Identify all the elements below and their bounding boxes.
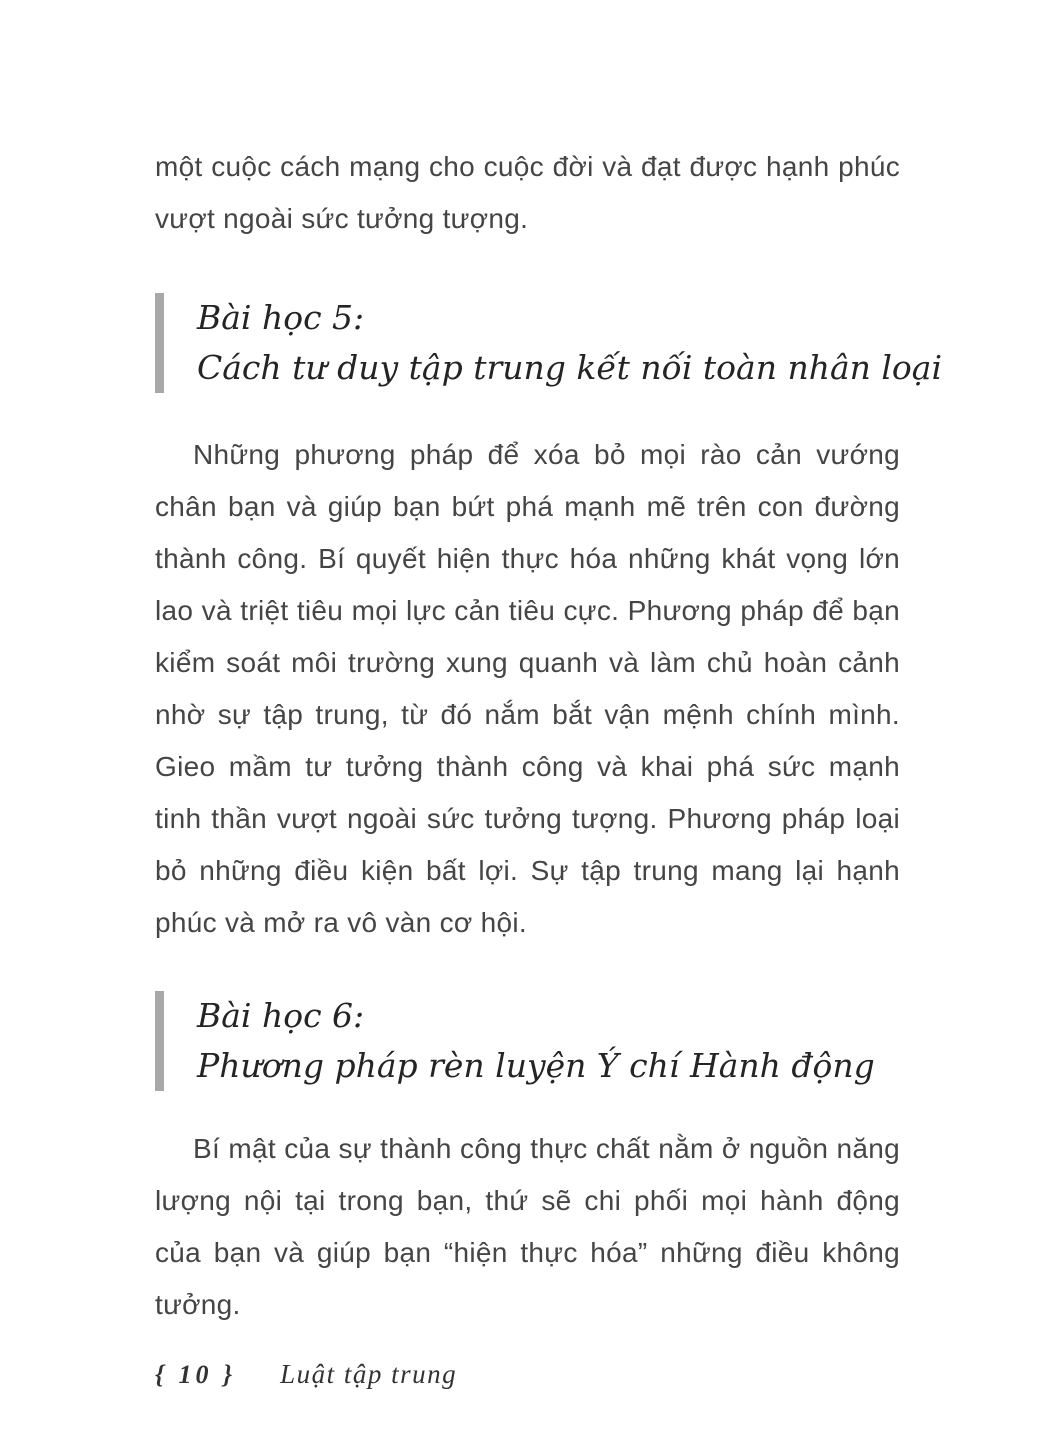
lesson-6-summary: Bí mật của sự thành công thực chất nằm ở nguồn năng lượng nội tại trong bạn, thứ sẽ chi phối mọi hành động của bạn và giúp bạn “hiện thực hóa” những điều không tưởng. <box>155 1133 900 1320</box>
page-footer <box>155 1359 900 1390</box>
lesson-5-title: Cách tư duy tập trung kết nối toàn nhân loại <box>197 348 943 387</box>
lesson-6-heading <box>155 991 900 1091</box>
lesson-5-section <box>155 293 943 949</box>
intro-paragraph: một cuộc cách mạng cho cuộc đời và đạt được hạnh phúc vượt ngoài sức tưởng tượng. <box>155 151 900 234</box>
lesson-6-title: Phương pháp rèn luyện Ý chí Hành động <box>197 1046 875 1085</box>
lesson-6-section <box>155 991 900 1331</box>
lesson-6-number: Bài học 6: <box>197 996 365 1035</box>
lesson-5-summary: Những phương pháp để xóa bỏ mọi rào cản vướng chân bạn và giúp bạn bứt phá mạnh mẽ trên con đường thành công. Bí quyết hiện thực hóa những khát vọng lớn lao và triệt tiêu mọi lực cản tiêu cực. Phương pháp để bạn kiểm soát môi trường xung quanh và làm chủ hoàn cảnh nhờ sự tập trung, từ đó nắm bắt vận mệnh chính mình. Gieo mầm tư tưởng thành công và khai phá sức mạnh tinh thần vượt ngoài sức tưởng tượng. Phương pháp loại bỏ những điều kiện bất lợi. Sự tập trung mang lại hạnh phúc và mở ra vô vàn cơ hội. <box>155 439 900 938</box>
book-title: Luật tập trung <box>280 1359 458 1389</box>
lesson-5-heading <box>155 293 943 393</box>
lesson-5-number: Bài học 5: <box>197 298 365 337</box>
page-number: { 10 } <box>155 1360 237 1389</box>
